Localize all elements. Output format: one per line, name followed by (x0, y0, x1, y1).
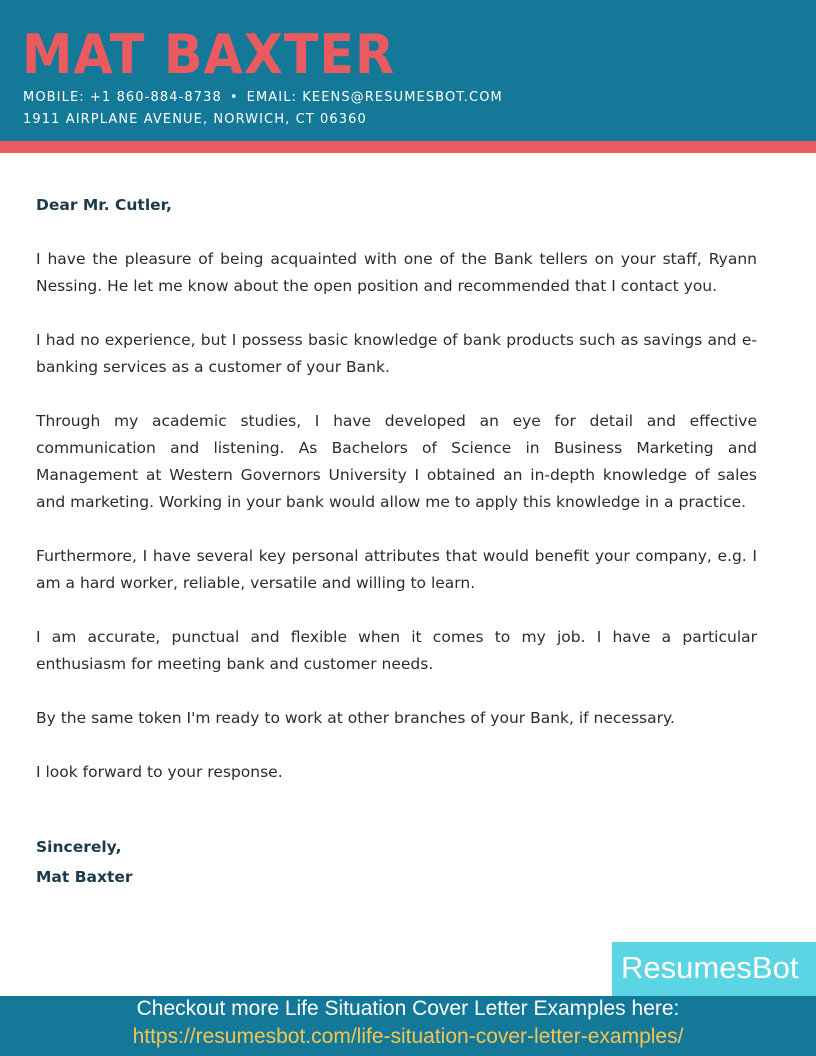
footer-examples-link[interactable]: https://resumesbot.com/life-situation-cover-letter-examples/ (132, 1025, 684, 1048)
accent-divider (0, 141, 816, 153)
resumesbot-logo-box (612, 942, 816, 996)
header-band (0, 0, 816, 141)
closing-phrase: Sincerely, (36, 838, 122, 856)
postal-address: 1911 AIRPLANE AVENUE, NORWICH, CT 06360 (23, 112, 367, 127)
salutation: Dear Mr. Cutler, (36, 196, 172, 214)
letter-body (36, 192, 757, 892)
paragraph-skills: I am accurate, punctual and flexible when it comes to my job. I have a particular enthusiasm for meeting bank and customer needs. (36, 628, 757, 673)
resumesbot-logo-text: ResumesBot (621, 950, 799, 985)
contact-line (23, 90, 503, 105)
paragraph-experience: I had no experience, but I possess basic knowledge of bank products such as savings and e-banking services as a customer of your Bank. (36, 331, 757, 376)
email-address: EMAIL: KEENS@RESUMESBOT.COM (246, 90, 503, 105)
signature-name: Mat Baxter (36, 868, 133, 886)
footer-banner (0, 996, 816, 1056)
paragraph-intro: I have the pleasure of being acquainted with one of the Bank tellers on your staff, Ryann Nessing. He let me know about the open position and recommended that I contact you. (36, 250, 757, 295)
paragraph-relocation: By the same token I'm ready to work at other branches of your Bank, if necessary. (36, 709, 675, 727)
contact-separator: • (229, 90, 239, 105)
signoff-block (36, 832, 757, 892)
footer-promo-text: Checkout more Life Situation Cover Letter Examples here: (136, 997, 680, 1020)
mobile-number: MOBILE: +1 860-884-8738 (23, 90, 222, 105)
applicant-name: MAT BAXTER (22, 23, 396, 86)
paragraph-education: Through my academic studies, I have developed an eye for detail and effective communication and listening. As Bachelors of Science in Business Marketing and Management at Western Governors University I obtained an in-depth knowledge of sales and marketing. Working in your bank would allow me to apply this knowledge in a practice. (36, 412, 757, 511)
paragraph-closing: I look forward to your response. (36, 763, 283, 781)
paragraph-attributes: Furthermore, I have several key personal attributes that would benefit your company, e.g. I am a hard worker, reliable, versatile and willing to learn. (36, 547, 757, 592)
